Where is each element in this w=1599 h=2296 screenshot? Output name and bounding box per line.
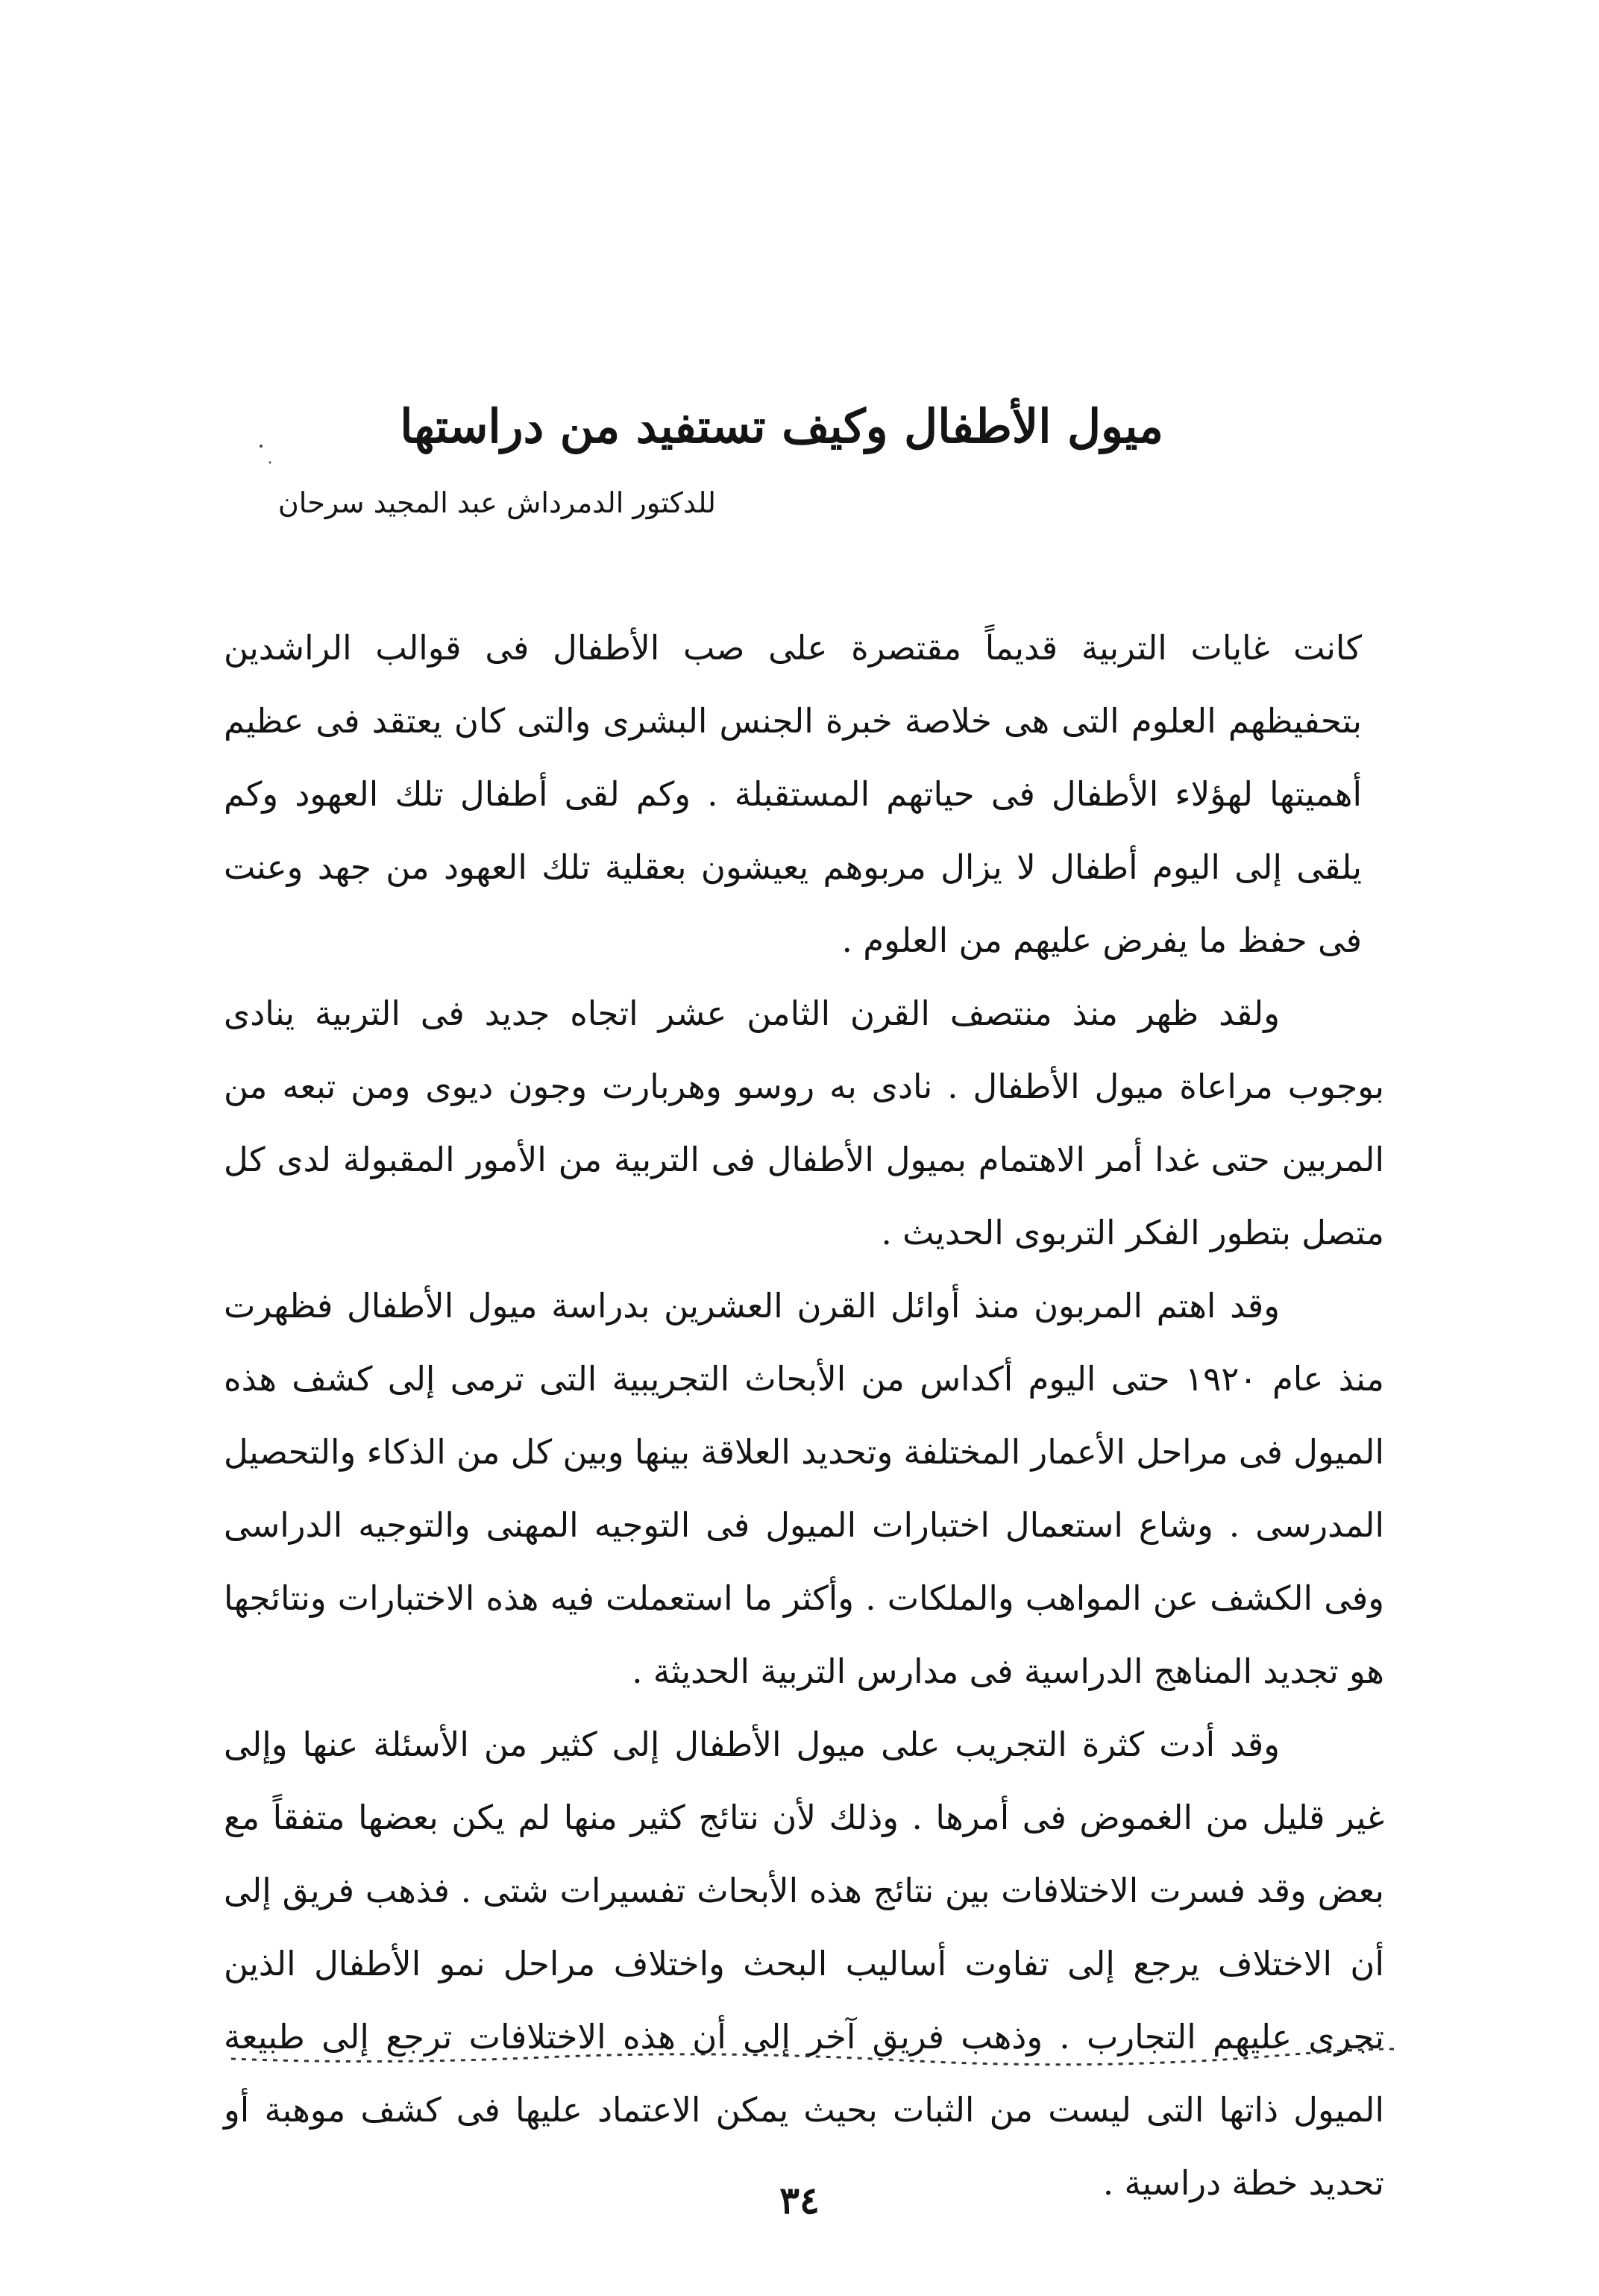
paragraph-1: كانت غايات التربية قديماً مقتصرة على صب الأطفال فى قوالب الراشدين بتحفيظهم العلوم التى هى خلاصة خبرة الجنس البشرى والتى كان يعتقد فى عظيم أهميتها لهؤلاء الأطفال فى حياتهم المستقبلة . وكم لقى أطفال تلك العهود وكم يلقى إلى اليوم أطفال لا يزال مربوهم يعيشون بعقلية تلك العهود من جهد وعنت فى حفظ ما يفرض عليهم من العلوم .: [224, 628, 1362, 960]
paragraph-2: ولقد ظهر منذ منتصف القرن الثامن عشر اتجاه جديد فى التربية ينادى بوجوب مراعاة ميول الأطفال . نادى به روسو وهربارت وجون ديوى ومن تبعه من المربين حتى غدا أمر الاهتمام بميول الأطفال فى التربية من الأمور المقبولة لدى كل متصل بتطور الفكر التربوى الحديث .: [224, 994, 1384, 1252]
page-number: ٣٤: [779, 2178, 820, 2222]
article-body: [224, 612, 1384, 2220]
article-title: ميول الأطفال وكيف تستفيد من دراستها: [400, 399, 1163, 454]
paragraph-3: وقد اهتم المربون منذ أوائل القرن العشرين بدراسة ميول الأطفال فظهرت منذ عام ١٩٢٠ حتى اليوم أكداس من الأبحاث التجريبية التى ترمى إلى كشف هذه الميول فى مراحل الأعمار المختلفة وتحديد العلاقة بينها وبين كل من الذكاء والتحصيل المدرسى . وشاع استعمال اختبارات الميول فى التوجيه المهنى والتوجيه الدراسى وفى الكشف عن المواهب والملكات . وأكثر ما استعملت فيه هذه الاختبارات ونتائجها هو تجديد المناهج الدراسية فى مدارس التربية الحديثة .: [224, 1286, 1384, 1691]
scan-speck-icon: [254, 440, 283, 470]
author-byline: للدكتور الدمرداش عبد المجيد سرحان: [277, 486, 716, 519]
paragraph-4: وقد أدت كثرة التجريب على ميول الأطفال إلى كثير من الأسئلة عنها وإلى غير قليل من الغموض فى أمرها . وذلك لأن نتائج كثير منها لم يكن بعضها متفقاً مع بعض وقد فسرت الاختلافات بين نتائج هذه الأبحاث تفسيرات شتى . فذهب فريق إلى أن الاختلاف يرجع إلى تفاوت أساليب البحث واختلاف مراحل نمو الأطفال الذين تجرى عليهم التجارب . وذهب فريق آخر إلى أن هذه الاختلافات ترجع إلى طبيعة الميول ذاتها التى ليست من الثبات بحيث يمكن الاعتماد عليها فى كشف موهبة أو تحديد خطة دراسية .: [224, 1725, 1384, 2203]
pen-underline-mark: [231, 2044, 1395, 2074]
